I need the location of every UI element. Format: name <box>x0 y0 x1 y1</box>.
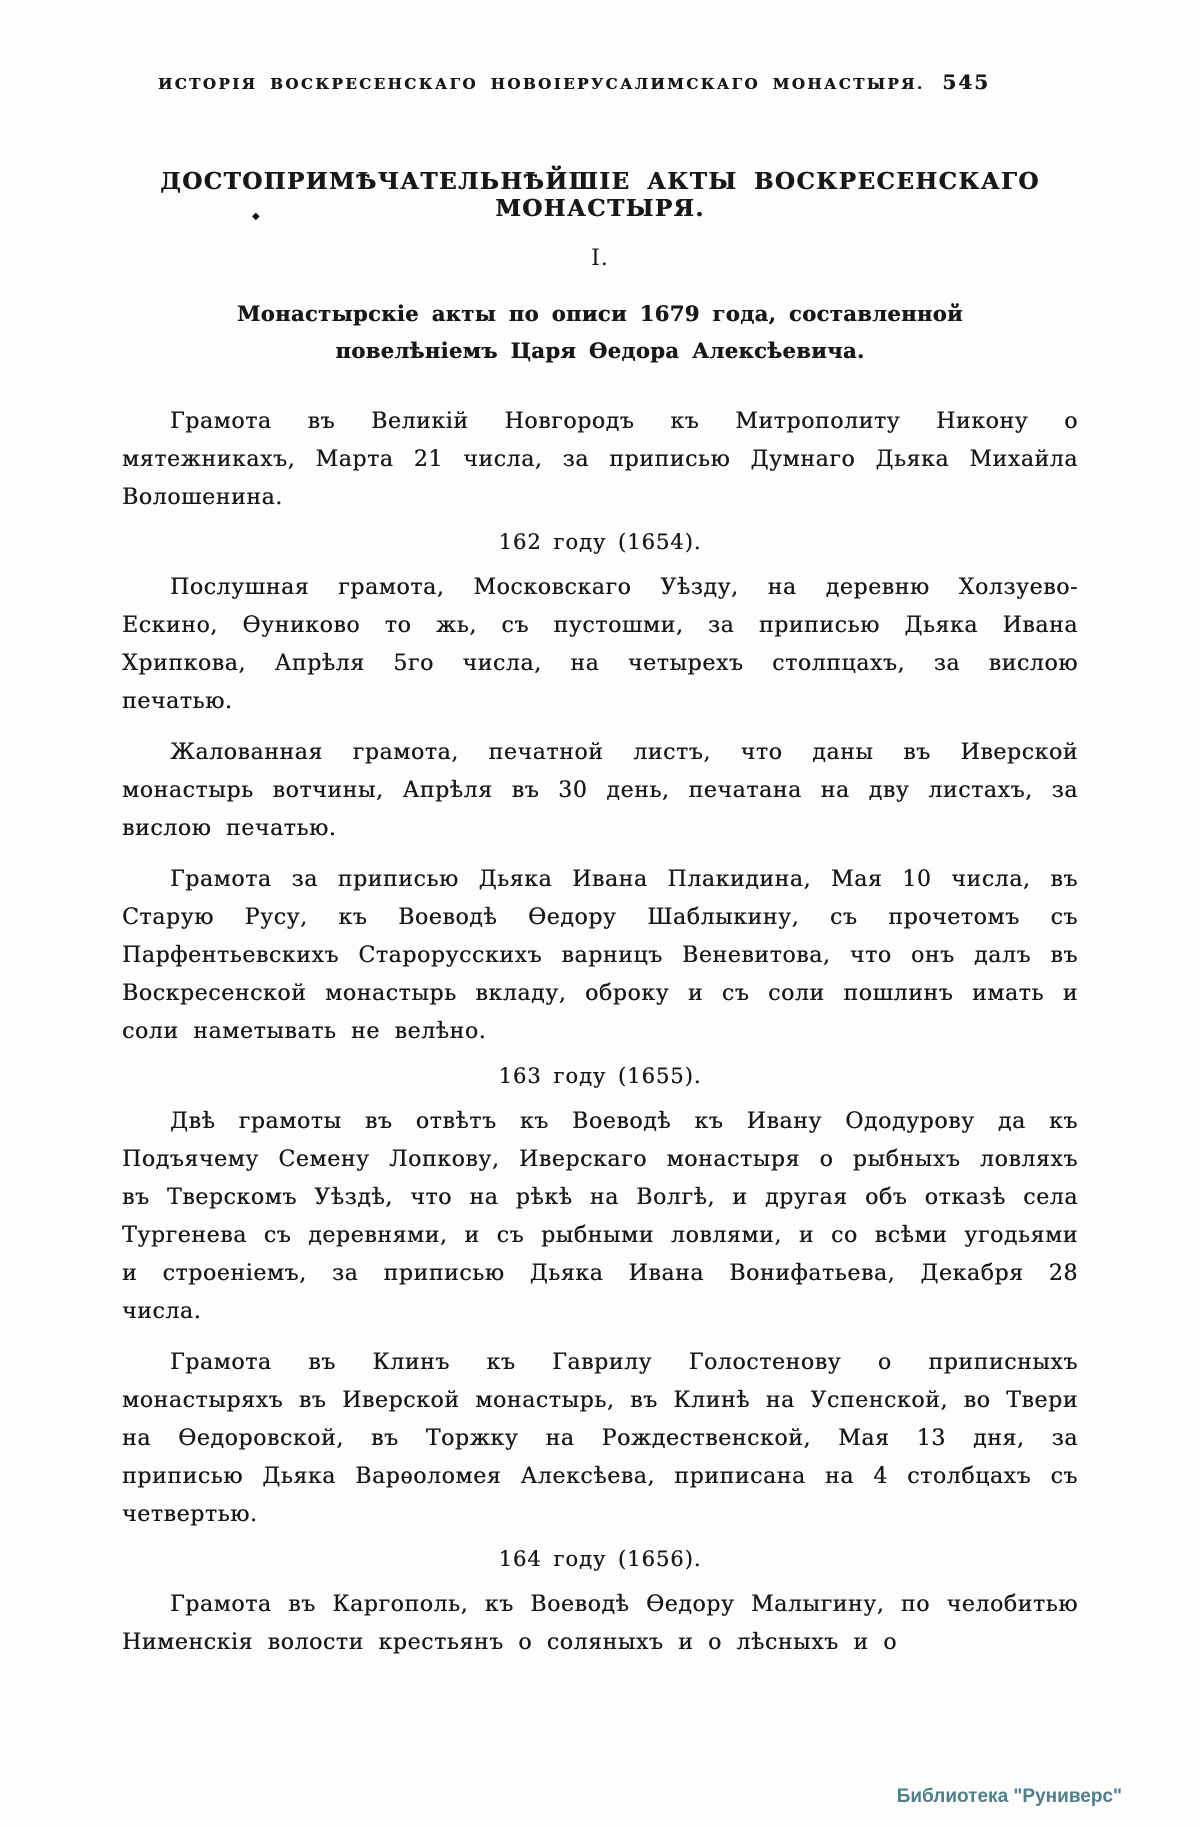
paragraph: Грамота въ Каргополь, къ Воеводѣ Ѳедору Малыгину, по челобитью Нименскія волости крестьянъ о соляныхъ и о лѣсныхъ и о <box>122 1592 1078 1655</box>
paragraph: Грамота въ Великій Новгородъ къ Митрополиту Никону о мятежникахъ, Марта 21 числа, за приписью Думнаго Дьяка Михайла Волошенина. <box>122 409 1078 510</box>
running-header <box>158 70 990 94</box>
document-subtitle: Монастырскіе акты по описи 1679 года, составленной повелѣніемъ Царя Ѳедора Алексѣевича. <box>237 301 963 363</box>
year-heading: 162 году (1654). <box>498 530 702 554</box>
printers-ornament-icon: ◆ <box>252 211 260 222</box>
paragraph: Послушная грамота, Московскаго Уѣзду, на деревню Холзуево-Ескино, Ѳуниково то жь, съ пустошми, за приписью Дьяка Ивана Хрипкова, Апрѣля 5го числа, на четырехъ столпцахъ, за вислою печатью. <box>122 575 1078 714</box>
paragraph: Двѣ грамоты въ отвѣтъ къ Воеводѣ къ Ивану Ододурову да къ Подъячему Семену Лопкову, Иверскаго монастыря о рыбныхъ ловляхъ въ Тверскомъ Уѣздѣ, что на рѣкѣ на Волгѣ, и другая объ отказѣ села Тургенева съ деревнями, и съ рыбными ловлями, и со всѣми угодьями и строеніемъ, за приписью Дьяка Ивана Вонифатьева, Декабря 28 числа. <box>122 1109 1078 1324</box>
paragraph: Жалованная грамота, печатной листъ, что даны въ Иверской монастырь вотчины, Апрѣля въ 30 день, печатана на дву листахъ, за вислою печатью. <box>122 740 1078 841</box>
page-number: 545 <box>942 70 990 94</box>
year-heading: 164 году (1656). <box>498 1547 702 1571</box>
year-heading: 163 году (1655). <box>498 1064 702 1088</box>
section-number: I. <box>591 246 609 271</box>
paragraph: Грамота въ Клинъ къ Гаврилу Голостенову о приписныхъ монастыряхъ въ Иверской монастырь, въ Клинѣ на Успенской, во Твери на Ѳедоровской, въ Торжку на Рождественской, Мая 13 дня, за приписью Дьяка Варѳоломея Алексѣева, приписана на 4 столбцахъ съ четвертью. <box>122 1350 1078 1527</box>
paragraph: Грамота за приписью Дьяка Ивана Плакидина, Мая 10 числа, въ Старую Русу, къ Воеводѣ Ѳедору Шаблыкину, съ прочетомъ съ Парфентьевскихъ Старорусскихъ варницъ Веневитова, что онъ далъ въ Воскресенской монастырь вкладу, оброку и съ соли пошлинъ имать и соли наметывать не велѣно. <box>122 867 1078 1044</box>
document-title: ДОСТОПРИМѢЧАТЕЛЬНѢЙШІЕ АКТЫ ВОСКРЕСЕНСКАГО МОНАСТЫРЯ. <box>160 168 1040 222</box>
running-header-title: ИСТОРІЯ ВОСКРЕСЕНСКАГО НОВОІЕРУСАЛИМСКАГО МОНАСТЫРЯ. <box>158 75 925 93</box>
library-watermark: Библиотека "Руниверс" <box>896 1786 1122 1807</box>
